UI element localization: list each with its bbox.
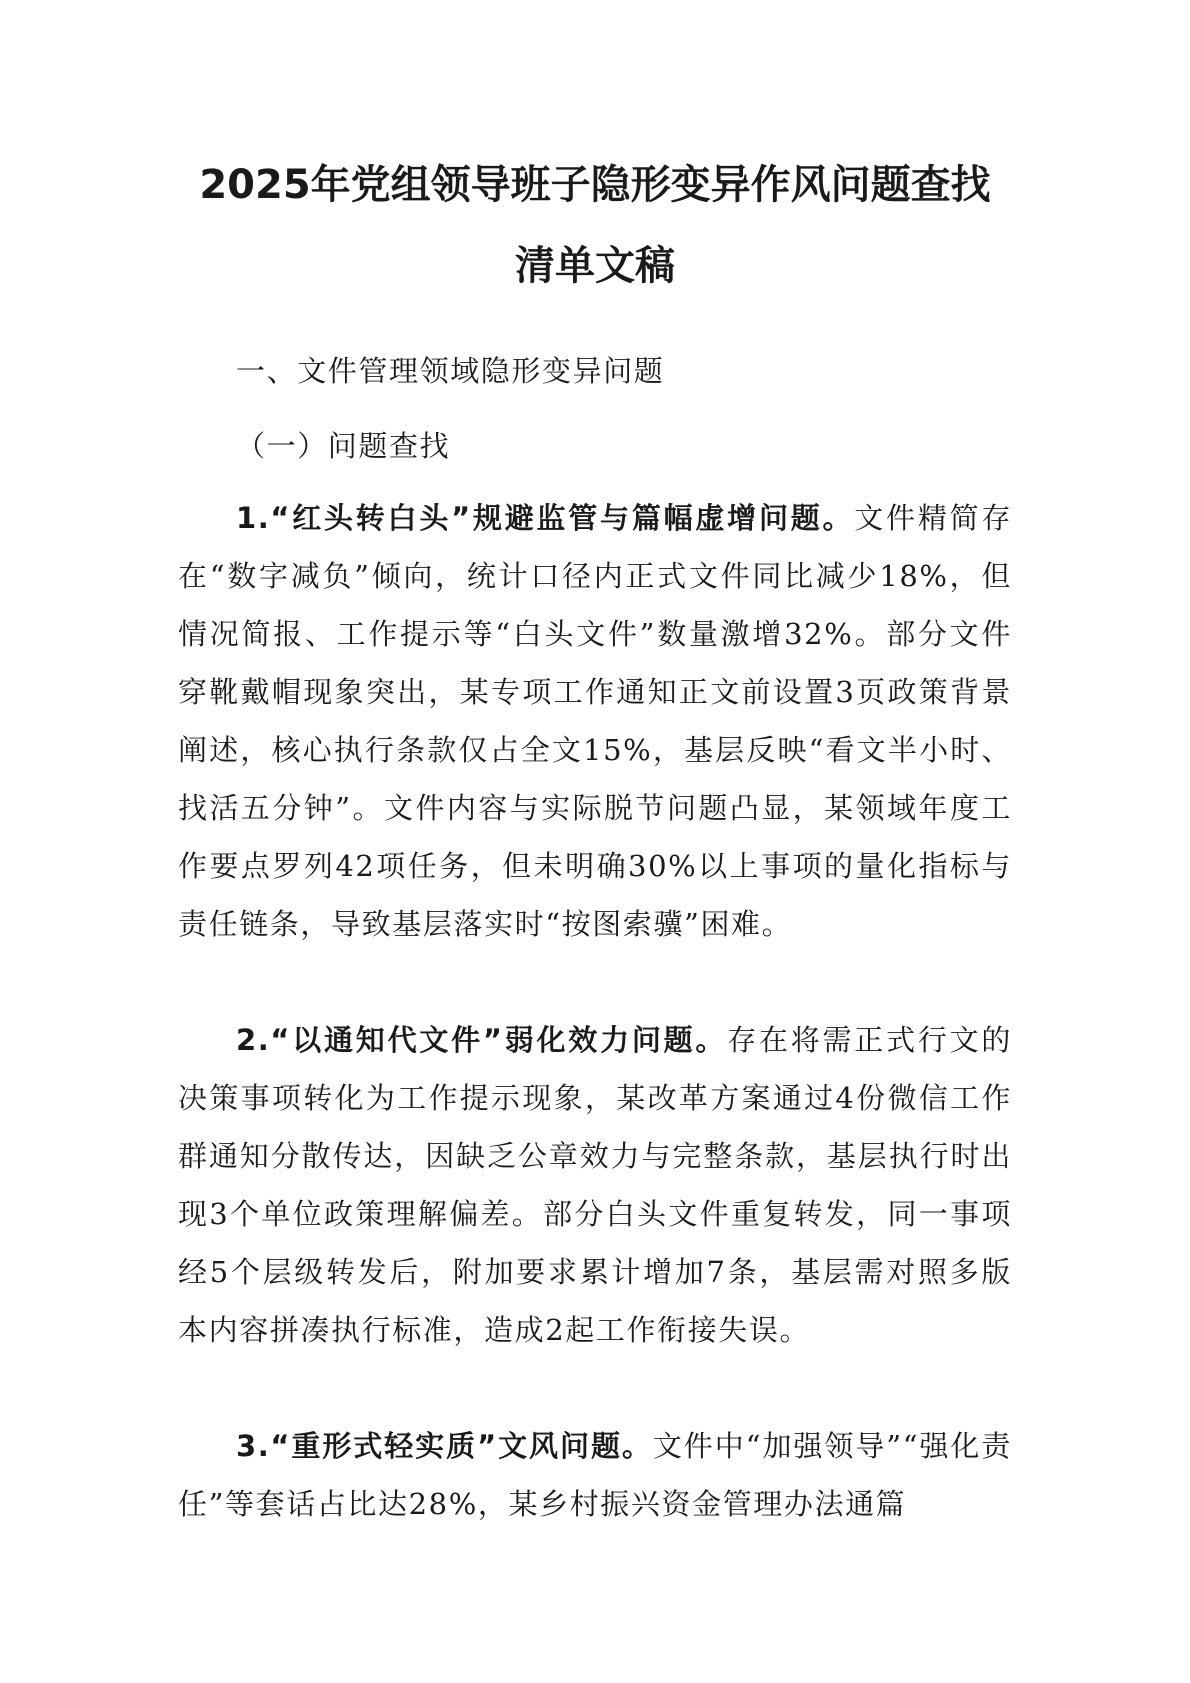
section-heading: 一、文件管理领域隐形变异问题 — [236, 354, 665, 388]
paragraph-2-lead: 2.“以通知代文件”弱化效力问题。 — [236, 1023, 728, 1057]
paragraph-1 — [178, 489, 1012, 953]
paragraph-2-text: 存在将需正式行文的决策事项转化为工作提示现象，某改革方案通过4份微信工作群通知分散传达，因缺乏公章效力与完整条款，基层执行时出现3个单位政策理解偏差。部分白头文件重复转发，同一事项经5个层级转发后，附加要求累计增加7条，基层需对照多版本内容拼凑执行标准，造成2起工作衔接失误。 — [178, 1023, 1013, 1347]
paragraph-3 — [178, 1417, 1012, 1533]
paragraph-3-lead: 3.“重形式轻实质”文风问题。 — [236, 1429, 653, 1463]
paragraph-2 — [178, 1011, 1012, 1359]
paragraph-2-indent — [178, 1023, 236, 1057]
document-title-line-2: 清单文稿 — [515, 243, 675, 289]
document-title-line-1: 2025年党组领导班子隐形变异作风问题查找 — [199, 162, 991, 208]
paragraph-3-indent — [178, 1429, 236, 1463]
paragraph-1-text: 文件精简存在“数字减负”倾向，统计口径内正式文件同比减少18%，但情况简报、工作提示等“白头文件”数量激增32%。部分文件穿靴戴帽现象突出，某专项工作通知正文前设置3页政策背景阐述，核心执行条款仅占全文15%，基层反映“看文半小时、找活五分钟”。文件内容与实际脱节问题凸显，某领域年度工作要点罗列42项任务，但未明确30%以上事项的量化指标与责任链条，导致基层落实时“按图索骥”困难。 — [178, 501, 1012, 941]
paragraph-1-indent — [178, 501, 236, 535]
paragraph-3-text: 文件中“加强领导”“强化责任”等套话占比达28%，某乡村振兴资金管理办法通篇 — [178, 1429, 1012, 1521]
paragraph-1-lead: 1.“红头转白头”规避监管与篇幅虚增问题。 — [236, 501, 855, 535]
section-subheading: （一）问题查找 — [236, 429, 451, 463]
